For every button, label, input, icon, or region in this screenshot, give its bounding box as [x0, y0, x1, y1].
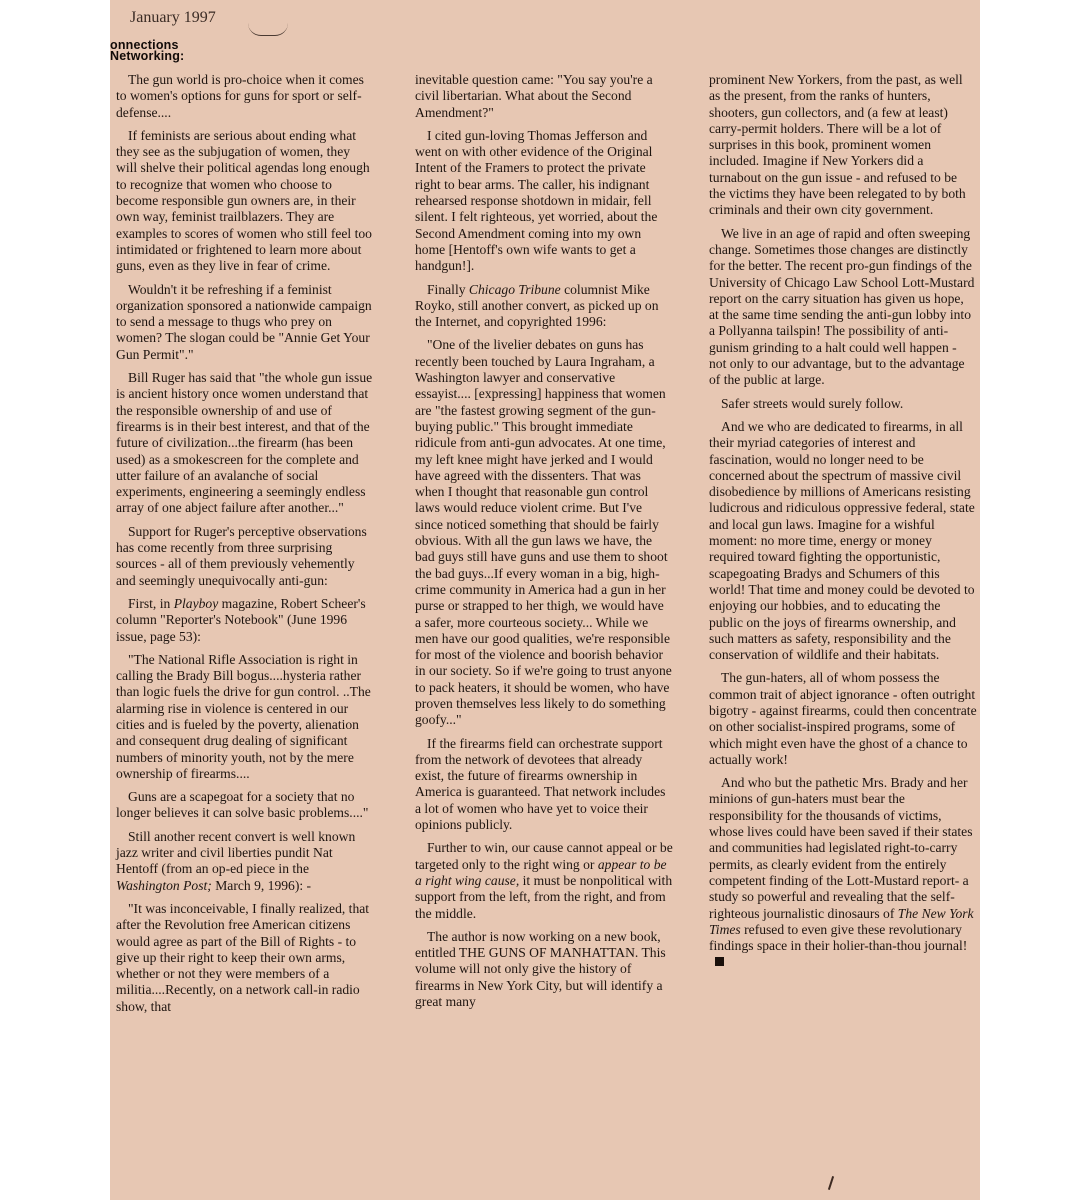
paragraph: We live in an age of rapid and often sweeping change. Sometimes those changes are distinctly for the better. The recent pro-gun findings of the University of Chicago Law School Lott-Mustard report on the carry situation has given us hope, at the same time sending the anti-gun lobby into a Pollyanna tailspin! The possibility of anti-gunism grinding to a halt could well happen - not only to our advantage, but to the advantage of the public at large.: [709, 225, 975, 388]
text-run: refused to even give these revolutionary findings space in their holier-than-thou journal!: [709, 921, 968, 954]
paragraph: And we who are dedicated to firearms, in all their myriad categories of interest and fascination, would no longer need to be concerned about the spectrum of massive civil disobedience by millions of Americans resisting ludicrous and ridiculous oppressive federal, state and local gun laws. Imagine for a wishful moment: no more time, energy or money required toward fighting the opportunistic, scapegoating Bradys and Schumers of this world! That time and money could be devoted to enjoying our hobbies, and to educating the public on the joys of firearms ownership, and such matters as safety, responsibility and the conservation of wildlife and their habitats.: [709, 418, 975, 663]
section-label: [110, 40, 184, 62]
text-run: And who but the pathetic Mrs. Brady and her minions of gun-haters must bear the responsibility for the thousands of victims, whose lives could have been saved if their states and communities had legislated right-to-carry permits, as clearly evident from the entirely competent finding of the Lott-Mustard report- a study so powerful and revealing that the self-righteous journalistic dinosaurs of: [709, 775, 973, 921]
page-header: [130, 9, 216, 27]
paragraph: prominent New Yorkers, from the past, as well as the present, from the ranks of hunters, shooters, gun collectors, and (a few at least) carry-permit holders. There will be a lot of surprises in this book, prominent women included. Imagine if New Yorkers did a turnabout on the gun issue - and refused to be the victims they have been relegated to by both criminals and their own city government.: [709, 72, 966, 218]
text-run: Finally: [427, 281, 469, 297]
paragraph: The gun-haters, all of whom possess the common trait of abject ignorance - often outright bigotry - against firearms, could then concentrate on other socialist-inspired programs, some of which might even have the ghost of a chance to actually work!: [709, 670, 977, 767]
issue-date: January 1997: [130, 9, 216, 26]
paragraph: If feminists are serious about ending what they see as the subjugation of women, they will shelve their political agendas long enough to recognize that women who choose to become responsible gun owners are, in their own way, feminist trailblazers. They are examples to scores of women who still feel too intimidated or frightened to learn more about guns, even as they live in fear of crime.: [116, 127, 372, 274]
header-swoosh: [248, 23, 288, 36]
text-run: it must be nonpolitical with support from the left, from the right, and from the middle.: [415, 872, 673, 921]
text-run: March 9, 1996): -: [211, 877, 312, 893]
paragraph: The gun world is pro-choice when it comes to women's options for guns for sport or self-defense....: [116, 72, 364, 120]
magazine-title: Playboy: [173, 595, 219, 611]
paragraph: [116, 829, 374, 894]
newspaper-title: The New York Times: [709, 905, 974, 937]
column-3: [709, 72, 977, 978]
pen-mark: [828, 1176, 834, 1190]
paragraph: [415, 282, 673, 331]
paragraph: The author is now working on a new book, entitled THE GUNS OF MANHATTAN. This volume will not only give the history of firearms in New York City, but will identify a great many: [415, 928, 666, 1010]
text-run: columnist Mike Royko, still another convert, as picked up on the Internet, and copyrighted 1996:: [415, 281, 659, 330]
paragraph: [709, 775, 977, 971]
paragraph: Guns are a scapegoat for a society that no longer believes it can solve basic problems....": [116, 789, 369, 821]
section-label-line1: onnections: [110, 38, 179, 52]
column-2: [415, 72, 673, 1017]
text-run: Further to win, our cause cannot appeal or be targeted only to the right wing or: [415, 840, 673, 872]
paragraph: [415, 840, 673, 921]
newspaper-title: Washington Post;: [116, 877, 212, 893]
section-label-line2: Networking:: [110, 49, 185, 63]
paragraph: I cited gun-loving Thomas Jefferson and went on with other evidence of the Original Intent of the Framers to protect the private right to bear arms. The caller, his indignant rehearsed response shotdown in midair, fell silent. I felt righteous, yet worried, about the Second Amendment coming into my own home [Hentoff's own wife wants to get a handgun!].: [415, 127, 658, 274]
column-1: [116, 72, 374, 1022]
paragraph: Safer streets would surely follow.: [721, 395, 904, 411]
emphasis: appear to be a right wing cause,: [415, 856, 667, 888]
text-run: Still another recent convert is well known jazz writer and civil liberties pundit Nat Hentoff (from an op-ed piece in the: [116, 828, 356, 877]
text-run: magazine, Robert Scheer's column "Reporter's Notebook" (June 1996 issue, page 53):: [116, 595, 366, 644]
paragraph: inevitable question came: "You say you're a civil libertarian. What about the Second Amendment?": [415, 72, 653, 120]
text-run: First, in: [128, 595, 174, 611]
paragraph: If the firearms field can orchestrate support from the network of devotees that already exist, the future of firearms ownership in America is guaranteed. That network includes a lot of women who have yet to voice their opinions publicly.: [415, 735, 666, 833]
paragraph: Wouldn't it be refreshing if a feminist organization sponsored a nationwide campaign to send a message to thugs who prey on women? The slogan could be "Annie Get Your Gun Permit".": [116, 281, 372, 362]
paragraph: Support for Ruger's perceptive observations has come recently from three surprising sources - all of them previously vehemently and seemingly unequivocally anti-gun:: [116, 523, 367, 588]
newspaper-title: Chicago Tribune: [468, 281, 561, 297]
paragraph: [116, 596, 374, 645]
paragraph: Bill Ruger has said that "the whole gun issue is ancient history once women understand that the responsible ownership of and use of firearms is in their best interest, and that of the future of civilization...the firearm (has been used) as a smokescreen for the complete and utter failure of an avalanche of social experiments, engineering a seemingly endless array of one abject failure after another...": [116, 370, 373, 516]
paragraph: "It was inconceivable, I finally realized, that after the Revolution free American citizens would agree as part of the Bill of Rights - to give up their right to keep their own arms, whether or not they were members of a militia....Recently, on a network call-in radio show, that: [116, 900, 370, 1014]
paragraph: "One of the livelier debates on guns has recently been touched by Laura Ingraham, a Washington lawyer and conservative essayist.... [expressing] happiness that women are "the fastest growing segment of the gun-buying public." This brought immediate ridicule from anti-gun advocates. At one time, my left knee might have jerked and I would have agreed with the dissenters. That was when I thought that reasonable gun control laws would reduce violent crime. But I've since noticed something that should be fairly obvious. With all the gun laws we have, the bad guys still have guns and use them to shoot the bad guys...If every woman in a big, high-crime community in America had a gun in her purse or strapped to her thigh, we would have a safer, more courteous society... While we men have our good qualities, we're responsible for most of the violence and boorish behavior in our society. So if we're going to trust anyone to pack heaters, it should be women, who have proven themselves less likely to do something goofy...": [415, 337, 672, 728]
paragraph: "The National Rifle Association is right in calling the Brady Bill bogus....hysteria rather than logic fuels the drive for gun control. ..The alarming rise in violence is centered in our cities and is fueled by the poverty, alienation and consequent drug dealing of significant numbers of minority youth, not by the mere ownership of firearms....: [116, 651, 371, 781]
magazine-page: [110, 0, 980, 1200]
end-of-article-mark: [715, 957, 724, 966]
